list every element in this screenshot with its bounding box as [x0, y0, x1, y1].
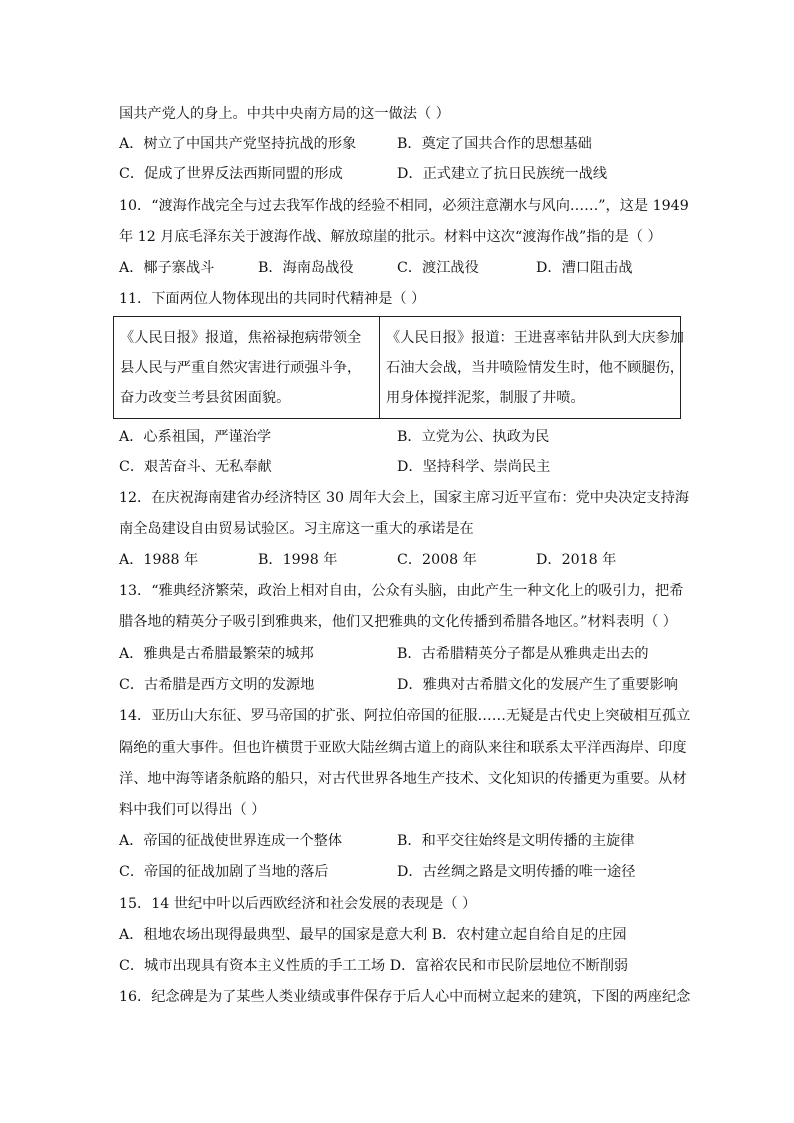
- quote-right-line: 石油大会战，当井喷险情发生时，他不顾腿伤，: [386, 360, 684, 376]
- q9-option-b: B．奠定了国共合作的思想基础: [397, 136, 592, 152]
- q10-option-d: D．漕口阻击战: [536, 260, 633, 276]
- q10-option-a: A．椰子寨战斗: [119, 260, 215, 276]
- q12-option-c: C．2008 年: [397, 552, 477, 568]
- q12-option-b: B．1998 年: [258, 552, 338, 568]
- q9-option-c: C．促成了世界反法西斯同盟的形成: [119, 166, 343, 182]
- question-14-stem-3: 洋、地中海等诸条航路的船只，对古代世界各地生产技术、文化知识的传播更为重要。从材: [119, 771, 687, 787]
- quote-left-line: 县人民与严重自然灾害进行顽强斗争，: [120, 360, 362, 376]
- q12-option-a: A．1988 年: [119, 552, 199, 568]
- q14-option-a: A．帝国的征战使世界连成一个整体: [119, 833, 343, 849]
- quote-right-line: 《人民日报》报道：王进喜率钻井队到大庆参加: [386, 330, 684, 346]
- quote-left-cell: [114, 317, 380, 419]
- q13-option-a: A．雅典是古希腊最繁荣的城邦: [119, 646, 314, 662]
- question-12-stem-1: 12．在庆祝海南建省办经济特区 30 周年大会上，国家主席习近平宣布：党中央决定支持海: [119, 490, 690, 506]
- question-12-stem-2: 南全岛建设自由贸易试验区。习主席这一重大的承诺是在: [119, 521, 474, 537]
- q11-option-c: C．艰苦奋斗、无私奉献: [119, 459, 272, 475]
- q10-option-c: C．渡江战役: [397, 260, 479, 276]
- quote-left-line: 奋力改变兰考县贫困面貌。: [120, 390, 291, 406]
- question-15-stem: 15．14 世纪中叶以后西欧经济和社会发展的表现是（ ）: [119, 896, 477, 912]
- q14-option-b: B．和平交往始终是文明传播的主旋律: [397, 833, 635, 849]
- quote-table: [113, 316, 684, 419]
- question-10-stem-1: 10．“渡海作战完全与过去我军作战的经验不相同，必须注意潮水与风向……”，这是 1949: [119, 198, 689, 214]
- q15-options-cd: C．城市出现具有资本主义性质的手工工场 D．富裕农民和市民阶层地位不断削弱: [119, 958, 629, 974]
- q11-option-a: A．心系祖国，严谨治学: [119, 429, 272, 445]
- question-16-stem: 16．纪念碑是为了某些人类业绩或事件保存于后人心中而树立起来的建筑，下图的两座纪念: [119, 989, 691, 1005]
- q10-option-b: B．海南岛战役: [258, 260, 354, 276]
- q13-option-c: C．古希腊是西方文明的发源地: [119, 677, 315, 693]
- question-10-stem-2: 年 12 月底毛泽东关于渡海作战、解放琼崖的批示。材料中这次“渡海作战”指的是（ ）: [119, 229, 662, 245]
- q9-option-a: A．树立了中国共产党坚持抗战的形象: [119, 136, 357, 152]
- q13-option-d: D．雅典对古希腊文化的发展产生了重要影响: [397, 677, 678, 693]
- q14-option-d: D．古丝绸之路是文明传播的唯一途径: [397, 864, 636, 880]
- q15-options-ab: A．租地农场出现得最典型、最早的国家是意大利 B．农村建立起自给自足的庄园: [119, 927, 627, 943]
- quote-left-line: 《人民日报》报道，焦裕禄抱病带领全: [120, 330, 362, 346]
- quote-right-cell: [380, 317, 684, 419]
- q12-option-d: D．2018 年: [536, 552, 617, 568]
- q11-option-d: D．坚持科学、崇尚民主: [397, 459, 551, 475]
- q13-option-b: B．古希腊精英分子都是从雅典走出去的: [397, 646, 649, 662]
- quote-right-line: 用身体搅拌泥浆，制服了井喷。: [386, 390, 585, 406]
- q9-option-d: D．正式建立了抗日民族统一战线: [397, 166, 608, 182]
- question-14-stem-4: 料中我们可以得出（ ）: [119, 802, 266, 818]
- question-14-stem-1: 14．亚历山大东征、罗马帝国的扩张、阿拉伯帝国的征服……无疑是古代史上突破相互孤立: [119, 708, 691, 724]
- question-9-stem: 国共产党人的身上。中共中央南方局的这一做法（ ）: [119, 106, 450, 122]
- question-11-stem: 11．下面两位人物体现出的共同时代精神是（ ）: [119, 291, 426, 307]
- question-13-stem-2: 腊各地的精英分子吸引到雅典来，他们又把雅典的文化传播到希腊各地区。”材料表明（ ）: [119, 614, 677, 630]
- q14-option-c: C．帝国的征战加剧了当地的落后: [119, 864, 329, 880]
- q11-option-b: B．立党为公、执政为民: [397, 429, 550, 445]
- question-14-stem-2: 隔绝的重大事件。但也许横贯于亚欧大陆丝绸古道上的商队来往和联系太平洋西海岸、印度: [119, 740, 687, 756]
- question-13-stem-1: 13．“雅典经济繁荣，政治上相对自由，公众有头脑，由此产生一种文化上的吸引力，把希: [119, 583, 684, 599]
